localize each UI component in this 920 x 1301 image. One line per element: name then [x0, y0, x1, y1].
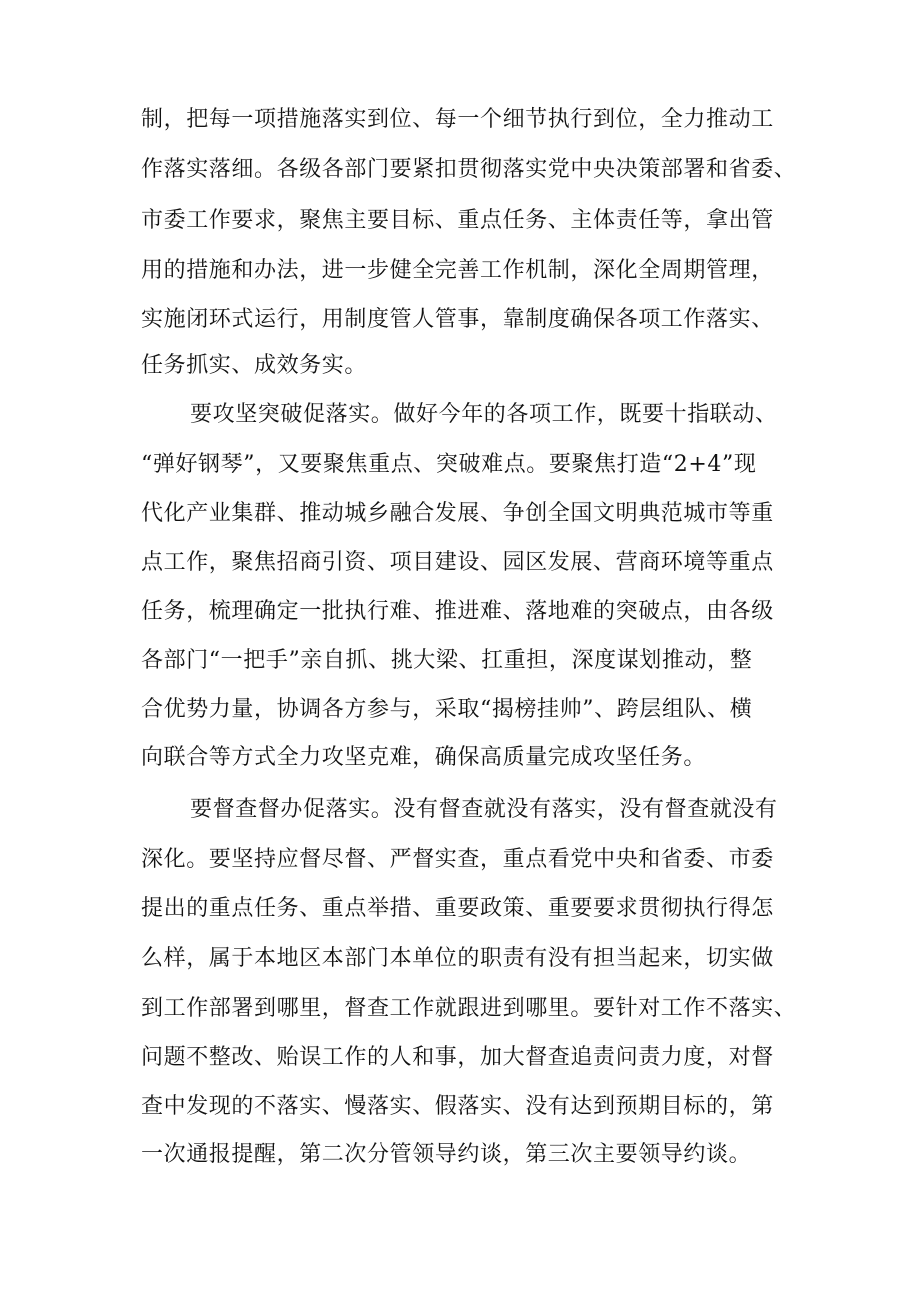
- text-line: 么样，属于本地区本部门本单位的职责有没有担当起来，切实做: [141, 946, 774, 971]
- text-line: 向联合等方式全力攻坚克难，确保高质量完成攻坚任务。: [141, 745, 707, 770]
- text-line: 市委工作要求，聚焦主要目标、重点任务、主体责任等，拿出管: [141, 208, 774, 233]
- text-line: 实施闭环式运行，用制度管人管事，靠制度确保各项工作落实、: [141, 307, 774, 332]
- text-line: 任务抓实、成效务实。: [141, 353, 368, 378]
- text-line: 到工作部署到哪里，督查工作就跟进到哪里。要针对工作不落实、: [141, 996, 797, 1021]
- text-line: 深化。要坚持应督尽督、严督实查，重点看党中央和省委、市委: [141, 847, 774, 872]
- text-line: 提出的重点任务、重点举措、重要政策、重要要求贯彻执行得怎: [141, 896, 774, 921]
- text-line: 用的措施和办法，进一步健全完善工作机制，深化全周期管理，: [141, 258, 774, 283]
- text-line: “弹好钢琴”，又要聚焦重点、突破难点。要聚焦打造“2+4”现: [141, 452, 757, 477]
- text-line: 问题不整改、贻误工作的人和事，加大督查追责问责力度，对督: [141, 1045, 774, 1070]
- text-line: 任务，梳理确定一批执行难、推进难、落地难的突破点，由各级: [141, 599, 774, 624]
- paragraph-first-line: 要攻坚突破促落实。做好今年的各项工作，既要十指联动、: [190, 402, 778, 427]
- text-line: 合优势力量，协调各方参与，采取“揭榜挂帅”、跨层组队、横: [141, 697, 753, 722]
- text-line: 查中发现的不落实、慢落实、假落实、没有达到预期目标的，第: [141, 1094, 774, 1119]
- text-line: 制，把每一项措施落实到位、每一个细节执行到位，全力推动工: [141, 107, 774, 132]
- text-line: 一次通报提醒，第二次分管领导约谈，第三次主要领导约谈。: [141, 1142, 752, 1167]
- paragraph-first-line: 要督查督办促落实。没有督查就没有落实，没有督查就没有: [190, 797, 778, 822]
- text-line: 代化产业集群、推动城乡融合发展、争创全国文明典范城市等重: [141, 501, 774, 526]
- text-line: 各部门“一把手”亲自抓、挑大梁、扛重担，深度谋划推动，整: [141, 648, 753, 673]
- text-line: 作落实落细。各级各部门要紧扣贯彻落实党中央决策部署和省委、: [141, 157, 797, 182]
- text-line: 点工作，聚焦招商引资、项目建设、园区发展、营商环境等重点: [141, 550, 774, 575]
